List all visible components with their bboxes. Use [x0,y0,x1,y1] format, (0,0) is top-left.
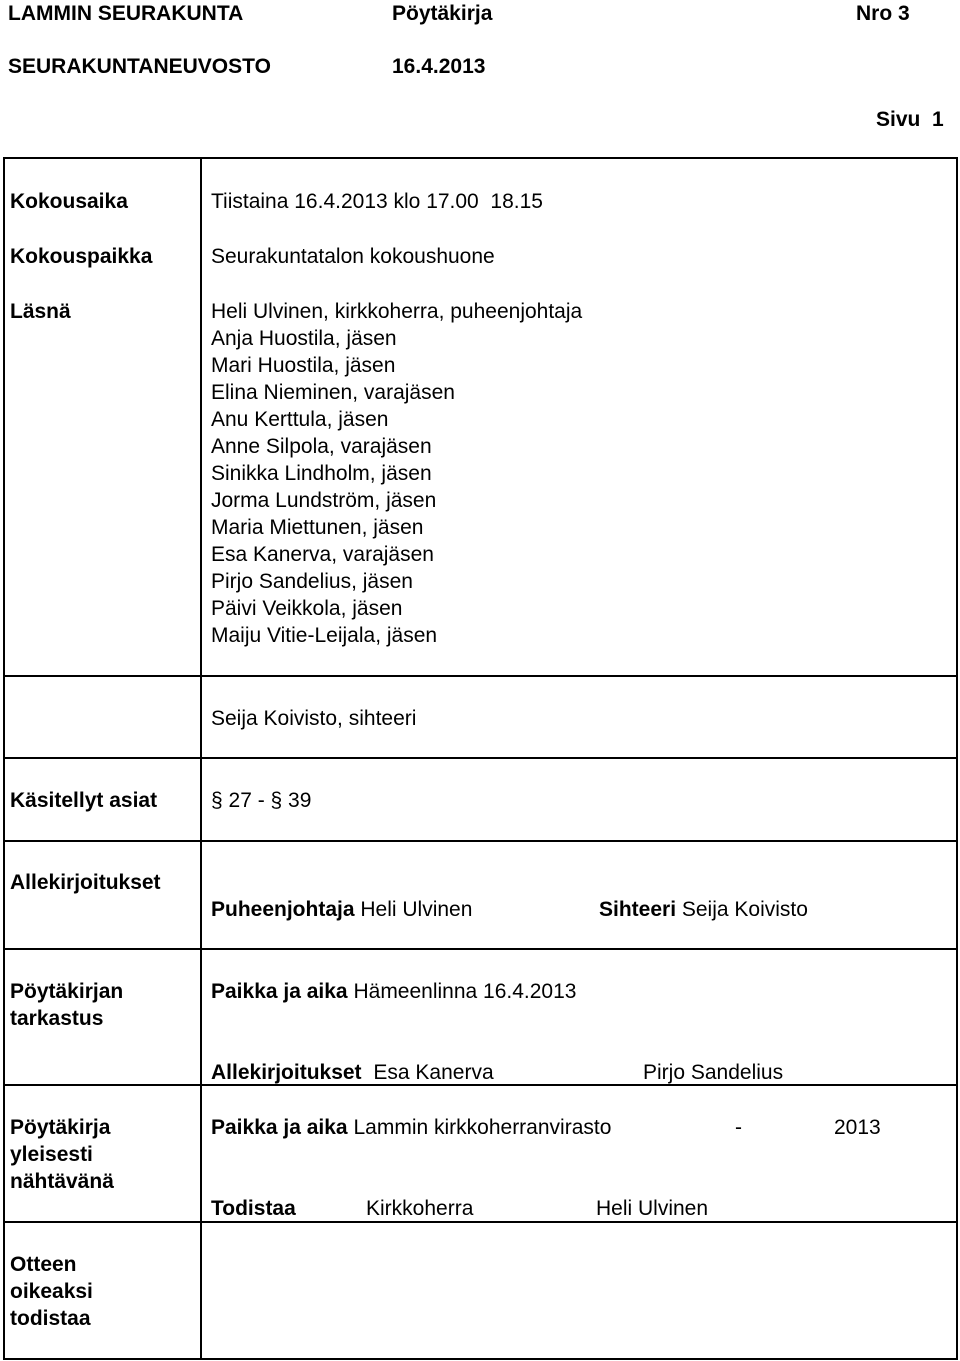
table-top-border [3,157,958,159]
organization-name: LAMMIN SEURAKUNTA [8,2,244,25]
attendee: Jorma Lundström, jäsen [211,489,437,512]
attendee: Esa Kanerva, varajäsen [211,543,434,566]
meeting-date: 16.4.2013 [392,55,486,78]
attendee: Anja Huostila, jäsen [211,327,397,350]
attendee: Maiju Vitie-Leijala, jäsen [211,624,438,647]
public-year: 2013 [834,1116,881,1139]
items-range: § 27 - § 39 [211,789,312,812]
reviewer-name: Esa Kanerva [373,1061,494,1084]
review-place-time-label: Paikka ja aika [211,980,348,1003]
attendee: Sinikka Lindholm, jäsen [211,462,432,485]
meeting-place-value: Seurakuntatalon kokoushuone [211,245,495,268]
reviewer-name: Pirjo Sandelius [643,1061,784,1084]
chair-label: Puheenjohtaja [211,898,355,921]
items-label: Käsitellyt asiat [10,789,158,812]
document-type: Pöytäkirja [392,2,493,25]
review-signatures [211,1059,494,1086]
attendee: Mari Huostila, jäsen [211,354,396,377]
review-place-time [211,978,576,1005]
attendee: Anne Silpola, varajäsen [211,435,432,458]
chair-signature [211,896,472,923]
attendee: Heli Ulvinen, kirkkoherra, puheenjohtaja [211,300,583,323]
chair-name: Heli Ulvinen [360,898,473,921]
excerpt-label: Otteen oikeaksi todistaa [10,1253,93,1330]
council-name: SEURAKUNTANEUVOSTO [8,55,271,78]
signatures-label: Allekirjoitukset [10,871,161,894]
attendee-list [211,298,582,649]
present-label: Läsnä [10,300,71,323]
public-place-time-label: Paikka ja aika [211,1116,348,1139]
review-place-time-value: Hämeenlinna 16.4.2013 [353,980,577,1003]
attendee: Anu Kerttula, jäsen [211,408,389,431]
attendee: Pirjo Sandelius, jäsen [211,570,413,593]
review-signatures-label: Allekirjoitukset [211,1061,362,1084]
public-display-label: Pöytäkirja yleisesti nähtävänä [10,1116,114,1193]
certify-role: Kirkkoherra [366,1197,474,1220]
document-number: Nro 3 [856,2,910,25]
public-date-dash: - [735,1116,742,1139]
review-label: Pöytäkirjan tarkastus [10,980,124,1030]
row-divider [3,948,958,950]
meeting-time-value: Tiistaina 16.4.2013 klo 17.00 18.15 [211,190,543,213]
certify-name: Heli Ulvinen [596,1197,709,1220]
row-divider [3,675,958,677]
attendee: Päivi Veikkola, jäsen [211,597,403,620]
meeting-place-label: Kokouspaikka [10,245,153,268]
row-divider [3,1221,958,1223]
row-divider [3,840,958,842]
attendee: Maria Miettunen, jäsen [211,516,424,539]
secretary-name: Seija Koivisto [681,898,808,921]
table-bottom-border [3,1358,958,1360]
secretary-signature [599,896,808,923]
certify-label: Todistaa [211,1197,296,1220]
attendee: Elina Nieminen, varajäsen [211,381,455,404]
meeting-time-label: Kokousaika [10,190,128,213]
public-place-time [211,1114,611,1141]
secretary-label: Sihteeri [599,898,677,921]
public-place-time-value: Lammin kirkkoherranvirasto [353,1116,612,1139]
secretary-line: Seija Koivisto, sihteeri [211,707,417,730]
page-number: Sivu 1 [876,108,944,131]
row-divider [3,757,958,759]
